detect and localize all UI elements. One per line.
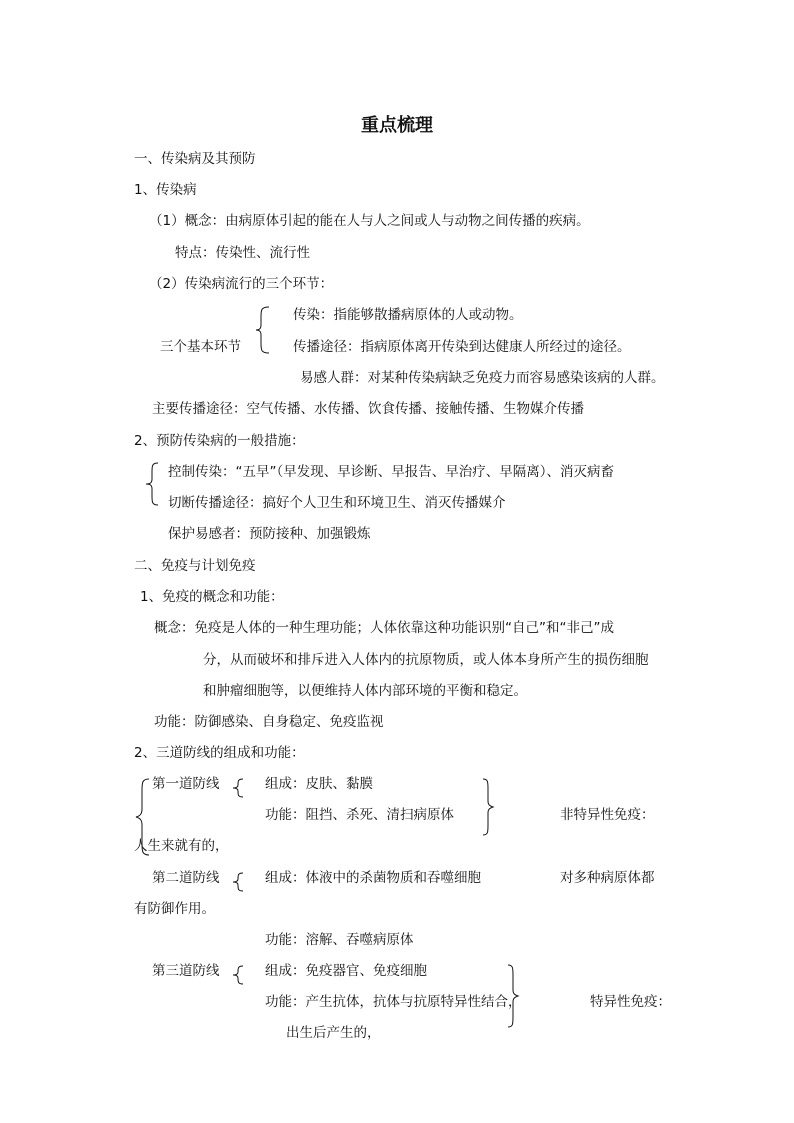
- immunity-concept-line1: 概念：免疫是人体的一种生理功能；人体依靠这种功能识别“自己”和“非己”成: [154, 620, 614, 636]
- three-links-label: 三个基本环节: [160, 339, 241, 355]
- section-heading-infectious-disease: 一、传染病及其预防: [134, 151, 256, 167]
- left-brace: [230, 777, 246, 799]
- immunity-function-text: 功能：防御感染、自身稳定、免疫监视: [154, 714, 384, 730]
- immunity-concept-line3: 和肿瘤细胞等，以便维持人体内部环境的平衡和稳定。: [203, 683, 527, 699]
- left-brace: [144, 461, 162, 507]
- three-links-heading: （2）传染病流行的三个环节：: [149, 276, 334, 292]
- main-routes-text: 主要传播途径：空气传播、水传播、饮食传播、接触传播、生物媒介传播: [152, 401, 584, 417]
- left-brace: [230, 871, 246, 893]
- third-line-composition: 组成：免疫器官、免疫细胞: [265, 963, 427, 979]
- protect-susceptible-text: 保护易感者：预防接种、加强锻炼: [168, 526, 371, 542]
- first-line-composition: 组成：皮肤、黏膜: [265, 776, 373, 792]
- nonspecific-immunity-label: 非特异性免疫：: [560, 807, 655, 823]
- control-source-text: 控制传染：“五早”（早发现、早诊断、早报告、早治疗、早隔离）、消灭病畜: [168, 464, 614, 480]
- subheading-immunity-concept: 1、免疫的概念和功能：: [140, 589, 284, 605]
- subheading-infectious-disease: 1、传染病: [134, 182, 197, 198]
- infection-source-text: 传染：指能够散播病原体的人或动物。: [293, 307, 523, 323]
- cut-route-text: 切断传播途径：搞好个人卫生和环境卫生、消灭传播媒介: [168, 495, 506, 511]
- page-title: 重点梳理: [361, 115, 433, 136]
- third-line-label: 第三道防线: [152, 963, 220, 979]
- left-brace: [230, 964, 246, 986]
- right-brace: [480, 777, 496, 837]
- features-text: 特点：传染性、流行性: [175, 245, 310, 261]
- first-line-function: 功能：阻挡、杀死、清扫病原体: [265, 807, 454, 823]
- third-line-function: 功能：产生抗体，抗体与抗原特异性结合，: [265, 994, 522, 1010]
- second-line-composition: 组成：体液中的杀菌物质和吞噬细胞: [265, 870, 481, 886]
- section-heading-immunity: 二、免疫与计划免疫: [134, 558, 256, 574]
- second-line-note-cont: 有防御作用。: [134, 901, 215, 917]
- specific-immunity-label: 特异性免疫：: [590, 994, 671, 1010]
- transmission-route-text: 传播途径：指病原体离开传染到达健康人所经过的途径。: [293, 339, 631, 355]
- subheading-prevention: 2、预防传染病的一般措施：: [134, 433, 305, 449]
- susceptible-population-text: 易感人群：对某种传染病缺乏免疫力而容易感染该病的人群。: [300, 370, 665, 386]
- first-line-label: 第一道防线: [152, 776, 220, 792]
- second-line-note: 对多种病原体都: [560, 870, 655, 886]
- subheading-three-lines: 2、三道防线的组成和功能：: [134, 745, 305, 761]
- concept-text: （1）概念：由病原体引起的能在人与人之间或人与动物之间传播的疾病。: [149, 213, 590, 229]
- nonspecific-immunity-cont: 人生来就有的，: [134, 838, 229, 854]
- specific-immunity-cont: 出生后产生的，: [286, 1025, 381, 1041]
- second-line-label: 第二道防线: [152, 870, 220, 886]
- immunity-concept-line2: 分，从而破坏和排斥进入人体内的抗原物质，或人体本身所产生的损伤细胞: [203, 652, 649, 668]
- left-brace: [254, 305, 274, 355]
- second-line-function: 功能：溶解、吞噬病原体: [265, 932, 414, 948]
